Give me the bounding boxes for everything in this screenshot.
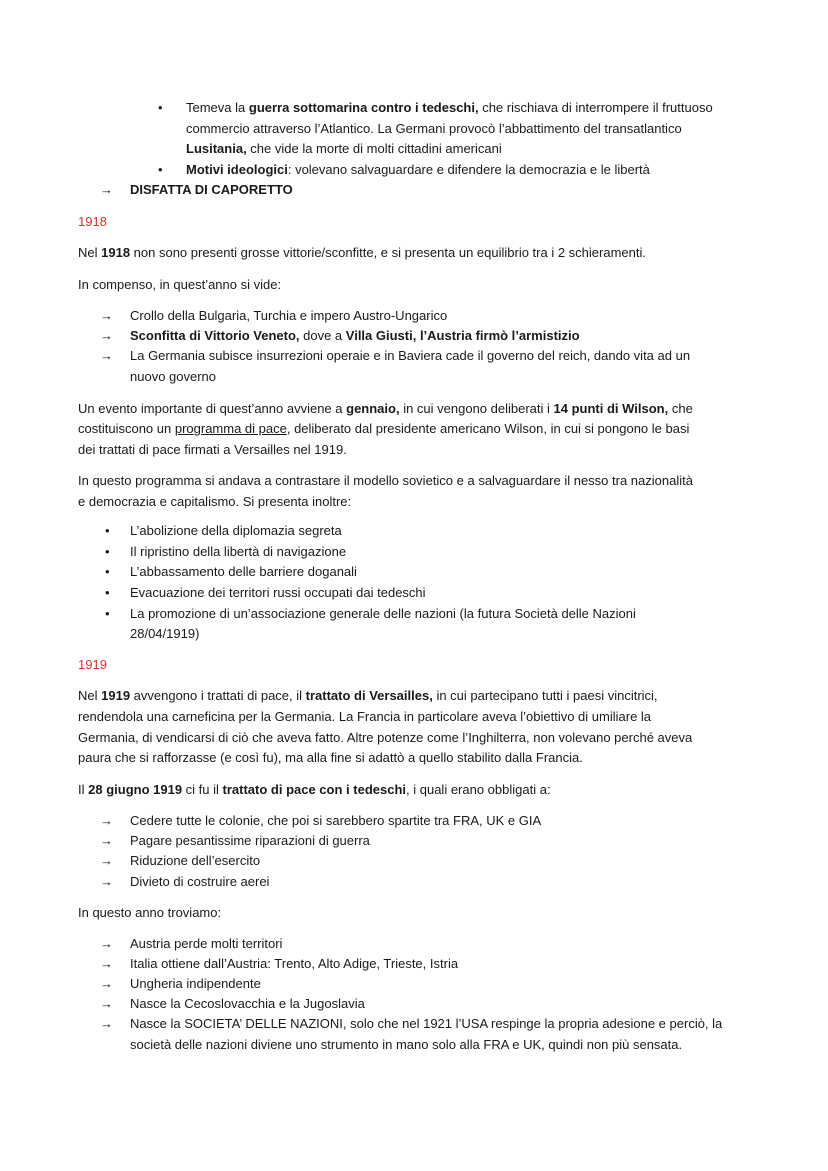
bold-text: 28 giugno 1919: [88, 782, 183, 797]
bold-text: guerra sottomarina contro i tedeschi,: [248, 100, 479, 115]
text-segment: che vide la morte di molti cittadini americani: [246, 141, 502, 156]
list-item: [130, 874, 269, 890]
paragraph-line: [78, 730, 692, 746]
list-item: [130, 813, 541, 829]
list-item: [130, 996, 365, 1012]
bold-text: Lusitania,: [186, 141, 247, 156]
underlined-text: programma di pace: [174, 421, 287, 436]
paragraph-line: [78, 245, 646, 261]
text-segment: in cui partecipano tutti i paesi vincitrici,: [432, 688, 658, 703]
list-item: [130, 523, 342, 539]
arrow-right-icon: →: [100, 1016, 113, 1031]
text-segment: Riduzione dell’esercito: [130, 853, 261, 868]
text-segment: 28/04/1919): [130, 626, 200, 641]
bullet-icon: •: [158, 162, 163, 177]
bold-text: 14 punti di Wilson,: [553, 401, 669, 416]
arrow-right-icon: →: [100, 813, 113, 828]
text-segment: dove a: [299, 328, 346, 343]
section-heading: [78, 214, 107, 230]
text-segment: nuovo governo: [130, 369, 217, 384]
text-segment: In compenso, in quest’anno si vide:: [78, 277, 282, 292]
text-segment: rendendola una carneficina per la Germania. La Francia in particolare aveva l’obiettivo di umiliare la: [78, 709, 652, 724]
arrow-right-icon: →: [100, 956, 113, 971]
bold-text: trattato di pace con i tedeschi: [222, 782, 407, 797]
text-segment: Nel: [78, 688, 102, 703]
paragraph-line: [78, 688, 658, 704]
text-segment: Nasce la Cecoslovacchia e la Jugoslavia: [130, 996, 365, 1011]
arrow-right-icon: →: [100, 308, 113, 323]
bold-text: Sconfitta di Vittorio Veneto,: [130, 328, 300, 343]
text-segment: : volevano salvaguardare e difendere la democrazia e le libertà: [287, 162, 650, 177]
text-segment: Crollo della Bulgaria, Turchia e impero Austro-Ungarico: [130, 308, 448, 323]
text-segment: ci fu il: [182, 782, 223, 797]
list-item: [130, 564, 357, 580]
list-item: [130, 976, 261, 992]
text-segment: Pagare pesantissime riparazioni di guerra: [130, 833, 370, 848]
text-segment: L’abolizione della diplomazia segreta: [130, 523, 342, 538]
text-segment: costituiscono un: [78, 421, 175, 436]
text-segment: commercio attraverso l’Atlantico. La Germani provocò l’abbattimento del transatlantico: [186, 121, 682, 136]
paragraph-line: [78, 782, 551, 798]
list-item: [130, 853, 260, 869]
text-segment: , deliberato dal presidente americano Wilson, in cui si pongono le basi: [286, 421, 690, 436]
list-item: [186, 162, 650, 178]
bullet-icon: •: [105, 606, 110, 621]
list-item: [130, 606, 636, 622]
list-item: [130, 182, 293, 198]
arrow-right-icon: →: [100, 853, 113, 868]
list-item: [130, 328, 580, 344]
arrow-right-icon: →: [100, 996, 113, 1011]
text-segment: avvengono i trattati di pace, il: [130, 688, 306, 703]
list-item: [130, 369, 216, 385]
text-segment: Divieto di costruire aerei: [130, 874, 270, 889]
text-segment: 1918: [78, 214, 107, 229]
bold-text: DISFATTA DI CAPORETTO: [130, 182, 293, 197]
arrow-right-icon: →: [100, 936, 113, 951]
text-segment: , i quali erano obbligati a:: [406, 782, 551, 797]
text-segment: Un evento importante di quest’anno avviene a: [78, 401, 347, 416]
section-heading: [78, 657, 107, 673]
bullet-icon: •: [105, 564, 110, 579]
list-item: [130, 1037, 682, 1053]
list-item: [130, 348, 690, 364]
text-segment: Nel: [78, 245, 102, 260]
text-segment: L’abbassamento delle barriere doganali: [130, 564, 357, 579]
bullet-icon: •: [158, 100, 163, 115]
arrow-right-icon: →: [100, 182, 113, 197]
text-segment: In questo anno troviamo:: [78, 905, 222, 920]
list-item: [130, 1016, 722, 1032]
bold-text: trattato di Versailles,: [305, 688, 433, 703]
paragraph-line: [78, 905, 221, 921]
paragraph-line: [78, 473, 693, 489]
text-segment: Il ripristino della libertà di navigazione: [130, 544, 347, 559]
bullet-icon: •: [105, 585, 110, 600]
text-segment: non sono presenti grosse vittorie/sconfitte, e si presenta un equilibrio tra i 2 schieramenti.: [130, 245, 646, 260]
bold-text: 1919: [101, 688, 131, 703]
paragraph-line: [78, 709, 651, 725]
text-segment: Germania, di vendicarsi di ciò che aveva fatto. Altre potenze come l’Inghilterra, non volevano perché aveva: [78, 730, 693, 745]
text-segment: Evacuazione dei territori russi occupati dai tedeschi: [130, 585, 426, 600]
bullet-icon: •: [105, 544, 110, 559]
arrow-right-icon: →: [100, 348, 113, 363]
text-segment: Austria perde molti territori: [130, 936, 283, 951]
text-segment: Il: [78, 782, 89, 797]
text-segment: La promozione di un’associazione generale delle nazioni (la futura Società delle Nazioni: [130, 606, 636, 621]
list-item: [130, 585, 426, 601]
list-item: [130, 956, 458, 972]
text-segment: Italia ottiene dall’Austria: Trento, Alto Adige, Trieste, Istria: [130, 956, 459, 971]
paragraph-line: [78, 750, 583, 766]
text-segment: dei trattati di pace firmati a Versailles nel 1919.: [78, 442, 347, 457]
paragraph-line: [78, 421, 689, 437]
bold-text: 1918: [101, 245, 131, 260]
list-item: [186, 100, 713, 116]
arrow-right-icon: →: [100, 328, 113, 343]
list-item: [186, 141, 502, 157]
arrow-right-icon: →: [100, 874, 113, 889]
list-item: [130, 936, 282, 952]
text-segment: che: [668, 401, 693, 416]
text-segment: La Germania subisce insurrezioni operaie e in Baviera cade il governo del reich, dando vita ad un: [130, 348, 691, 363]
text-segment: paura che si rafforzasse (e così fu), ma alla fine si adattò a quello stabilito dalla Francia.: [78, 750, 583, 765]
text-segment: e democrazia e capitalismo. Si presenta inoltre:: [78, 494, 352, 509]
text-segment: Ungheria indipendente: [130, 976, 261, 991]
arrow-right-icon: →: [100, 976, 113, 991]
bold-text: Villa Giusti, l’Austria firmò l’armistizio: [345, 328, 580, 343]
text-segment: Nasce la SOCIETA’ DELLE NAZIONI, solo che nel 1921 l’USA respinge la propria adesione e perciò, la: [130, 1016, 723, 1031]
arrow-right-icon: →: [100, 833, 113, 848]
bold-text: Motivi ideologici: [186, 162, 288, 177]
text-segment: Temeva la: [186, 100, 249, 115]
list-item: [130, 626, 199, 642]
text-segment: in cui vengono deliberati i: [399, 401, 554, 416]
text-segment: In questo programma si andava a contrastare il modello sovietico e a salvaguardare il nesso tra nazionalità: [78, 473, 693, 488]
text-segment: 1919: [78, 657, 107, 672]
text-segment: società delle nazioni diviene uno strumento in mano solo alla FRA e UK, quindi non più sensata.: [130, 1037, 683, 1052]
bold-text: gennaio,: [346, 401, 400, 416]
list-item: [130, 308, 447, 324]
bullet-icon: •: [105, 523, 110, 538]
list-item: [130, 544, 346, 560]
text-segment: che rischiava di interrompere il fruttuoso: [478, 100, 713, 115]
paragraph-line: [78, 277, 281, 293]
paragraph-line: [78, 442, 347, 458]
text-segment: Cedere tutte le colonie, che poi si sarebbero spartite tra FRA, UK e GIA: [130, 813, 542, 828]
list-item: [130, 833, 370, 849]
list-item: [186, 121, 682, 137]
paragraph-line: [78, 494, 351, 510]
paragraph-line: [78, 401, 693, 417]
